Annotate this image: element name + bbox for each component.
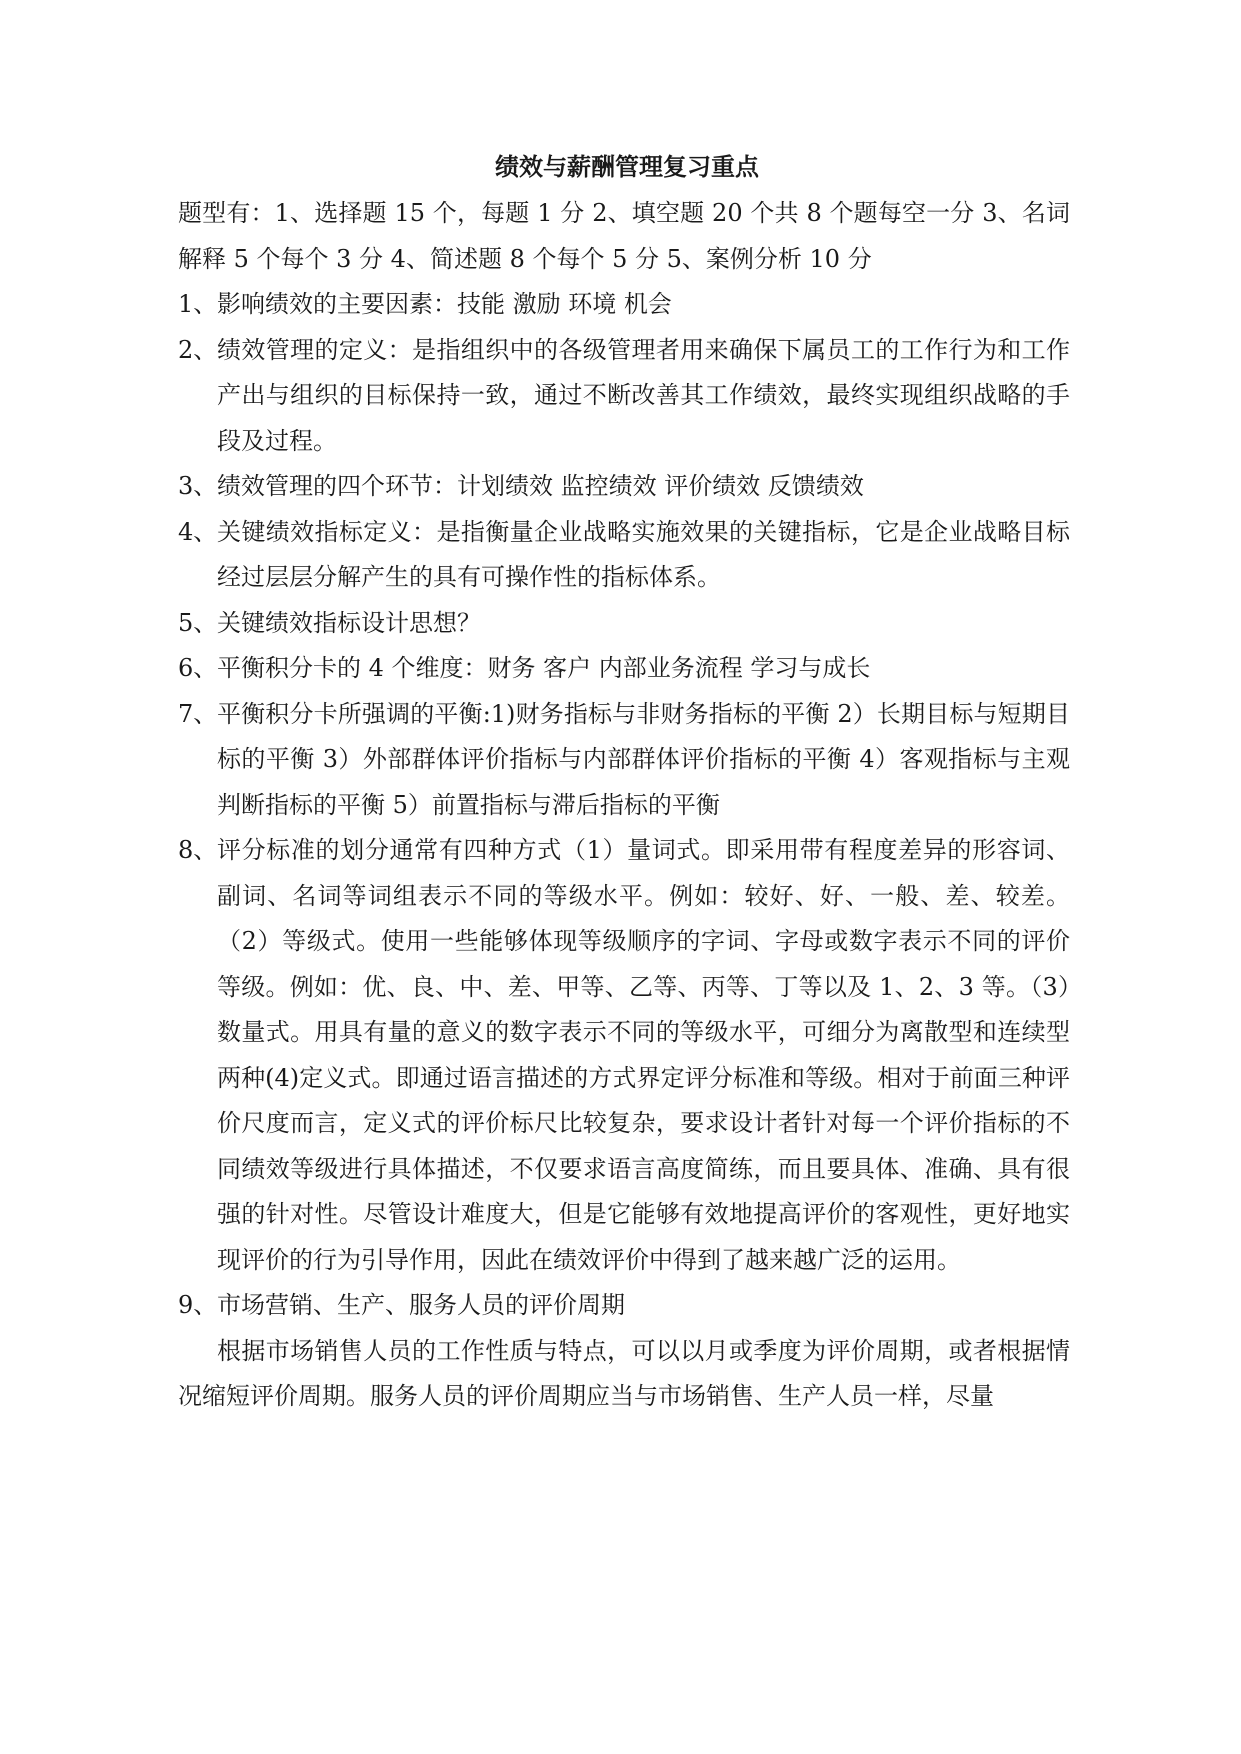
item-text: 绩效管理的定义：是指组织中的各级管理者用来确保下属员工的工作行为和工作产出与组织的目标保持一致，通过不断改善其工作绩效，最终实现组织战略的手段及过程。 [217, 335, 1070, 455]
item-text: 关键绩效指标设计思想？ [217, 608, 481, 637]
list-item [178, 510, 1070, 601]
item-number: 1、 [178, 290, 218, 318]
item-number: 8、 [178, 836, 218, 864]
list-item [178, 646, 1070, 692]
item-number: 9、 [178, 1291, 218, 1319]
question-types-intro: 题型有：1、选择题 15 个，每题 1 分 2、填空题 20 个共 8 个题每空一分 3、名词解释 5 个每个 3 分 4、简述题 8 个每个 5 分 5、案例分析 10 分 [178, 199, 1070, 273]
item-number: 5、 [178, 608, 218, 637]
item-number: 6、 [178, 654, 218, 682]
list-item [178, 601, 1070, 647]
body-paragraph: 根据市场销售人员的工作性质与特点，可以以月或季度为评价周期，或者根据情况缩短评价周期。服务人员的评价周期应当与市场销售、生产人员一样，尽量 [178, 1336, 1070, 1410]
document-title: 绩效与薪酬管理复习重点 [495, 152, 759, 181]
item-number: 7、 [178, 699, 218, 728]
item-text: 市场营销、生产、服务人员的评价周期 [217, 1291, 625, 1319]
list-item [178, 1283, 1070, 1329]
item-text: 平衡积分卡的 4 个维度：财务 客户 内部业务流程 学习与成长 [217, 654, 871, 682]
item-text: 绩效管理的四个环节：计划绩效 监控绩效 评价绩效 反馈绩效 [217, 472, 864, 500]
item-text: 影响绩效的主要因素：技能 激励 环境 机会 [217, 290, 672, 318]
item-text: 评分标准的划分通常有四种方式（1）量词式。即采用带有程度差异的形容词、副词、名词等词组表示不同的等级水平。例如：较好、好、一般、差、较差。（2）等级式。使用一些能够体现等级顺序的字词、字母或数字表示不同的评价等级。例如：优、良、中、差、甲等、乙等、丙等、丁等以及 1、2、3 等。（3）数量式。用具有量的意义的数字表示不同的等级水平，可细分为离散型和连续型两种(4)定义式。即通过语言描述的方式界定评分标准和等级。相对于前面三种评价尺度而言，定义式的评价标尺比较复杂，要求设计者针对每一个评价指标的不同绩效等级进行具体描述，不仅要求语言高度简练，而且要具体、准确、具有很强的针对性。尽管设计难度大，但是它能够有效地提高评价的客观性，更好地实现评价的行为引导作用，因此在绩效评价中得到了越来越广泛的运用。 [217, 836, 1070, 1274]
item-number: 3、 [178, 472, 218, 500]
item-number: 4、 [178, 517, 218, 546]
list-item [178, 328, 1070, 465]
list-item [178, 464, 1070, 510]
item-number: 2、 [178, 335, 218, 364]
list-item [178, 692, 1070, 829]
item-text: 关键绩效指标定义：是指衡量企业战略实施效果的关键指标，它是企业战略目标经过层层分解产生的具有可操作性的指标体系。 [217, 517, 1070, 591]
list-item [178, 282, 1070, 328]
list-item [178, 828, 1070, 1283]
item-text: 平衡积分卡所强调的平衡:1)财务指标与非财务指标的平衡 2）长期目标与短期目标的平衡 3）外部群体评价指标与内部群体评价指标的平衡 4）客观指标与主观判断指标的平衡 5）前置指标与滞后指标的平衡 [217, 699, 1070, 819]
